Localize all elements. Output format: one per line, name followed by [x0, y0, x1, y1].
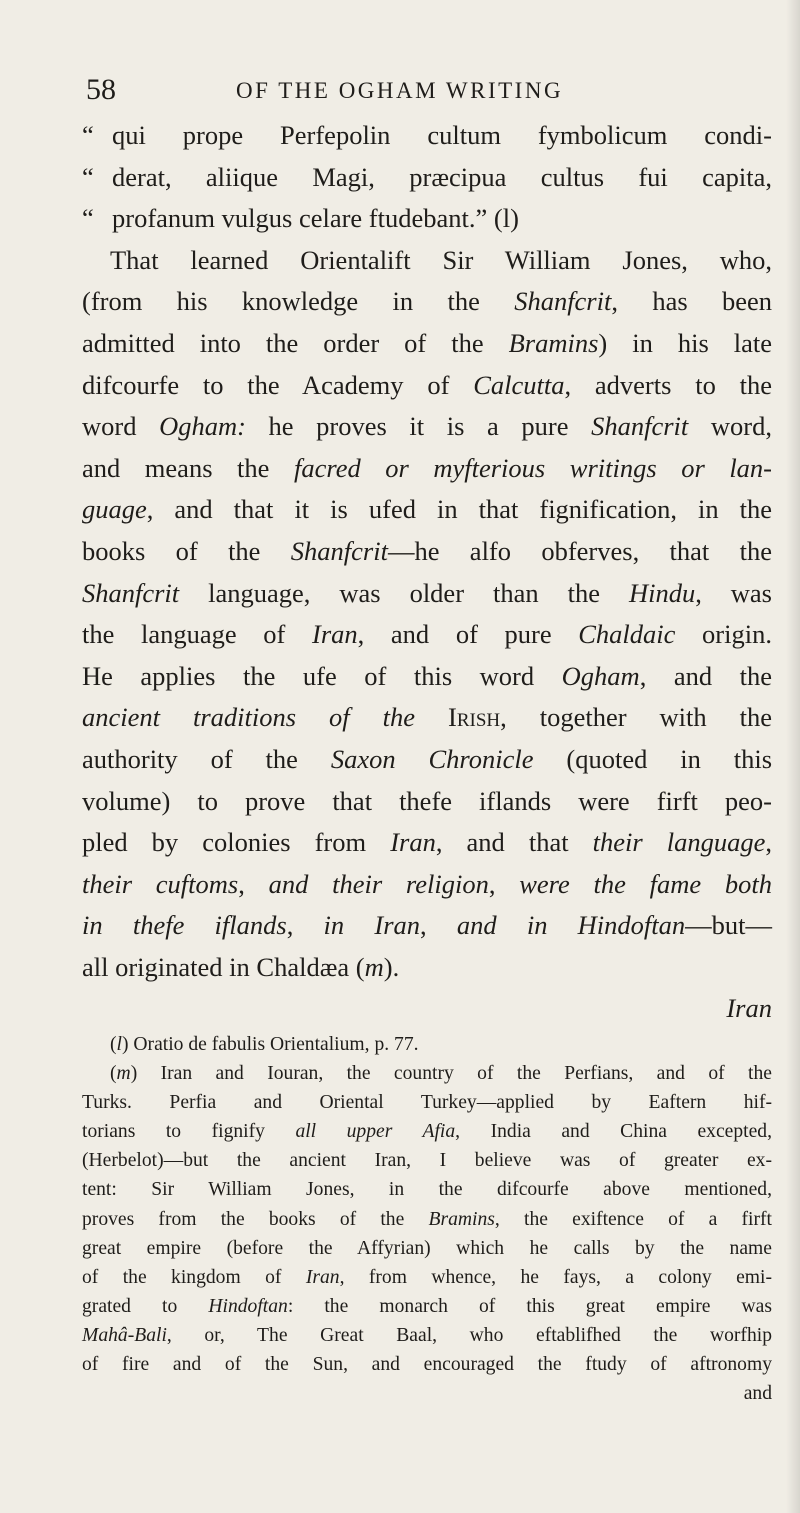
- italic-run: Saxon Chronicle: [330, 743, 534, 774]
- footnote-line: [82, 1321, 772, 1350]
- text-run: That learned Orientalift Sir William Jones, who,: [110, 244, 772, 275]
- quote-mark: “: [82, 203, 94, 234]
- quote-mark: “: [82, 161, 94, 192]
- running-head: OF THE OGHAM WRITING: [236, 78, 564, 103]
- text-run: ,: [488, 868, 520, 899]
- text-run: torians to fignify: [82, 1121, 296, 1143]
- italic-run: m: [364, 951, 384, 982]
- text-line: [82, 947, 772, 989]
- text-run: language, was older than the: [179, 577, 629, 608]
- text-run: , has been: [611, 286, 772, 317]
- text-run: origin.: [675, 619, 772, 650]
- text-line: [82, 739, 772, 781]
- text-line: [82, 406, 772, 448]
- text-line: [82, 697, 772, 739]
- text-run: (from his knowledge in the: [82, 286, 515, 317]
- text-run: pled by colonies from: [82, 827, 391, 858]
- text-run: (: [110, 1034, 117, 1055]
- text-run: ) Oratio de fabulis Orientalium, p. 77.: [121, 1034, 419, 1055]
- text-run: —he alfo obferves, that the: [387, 535, 772, 566]
- text-run: of fire and of the Sun, and encouraged the ftudy of aftronomy: [82, 1354, 772, 1376]
- quote-mark: “: [82, 120, 94, 150]
- footnote-line: [82, 1263, 772, 1292]
- text-line: [82, 489, 772, 531]
- italic-run: m: [116, 1063, 131, 1085]
- italic-run: Shanfcrit: [591, 411, 689, 442]
- italic-run: ancient traditions of the: [82, 702, 416, 733]
- italic-run: Ogham:: [159, 411, 246, 442]
- text-run: word,: [688, 411, 772, 442]
- text-line: [82, 905, 772, 947]
- text-run: difcourfe to the Academy of: [82, 369, 474, 400]
- italic-run: their language: [592, 827, 766, 858]
- text-run: , from whence, he fays, a colony emi-: [339, 1266, 773, 1288]
- text-run: of the kingdom of: [82, 1266, 306, 1288]
- text-run: all originated in Chaldæa (: [82, 951, 365, 982]
- text-line: [82, 323, 772, 365]
- text-run: —but—: [685, 910, 773, 941]
- text-run: books of the: [82, 535, 291, 566]
- italic-run: in thefe iflands: [82, 910, 287, 941]
- text-run: , or, The Great Baal, who eftablifhed the worfhip: [166, 1324, 772, 1346]
- text-run: (quoted in this: [533, 743, 773, 774]
- italic-run: Shanfcrit: [514, 286, 612, 317]
- italic-run: Bramins: [508, 327, 599, 358]
- text-run: (Herbelot)—but the ancient Iran, I believe was of greater ex-: [82, 1150, 772, 1172]
- footnote-line: [82, 1234, 772, 1263]
- footnote-catchword-line: [82, 1379, 772, 1408]
- text-run: ) in his late: [598, 327, 772, 358]
- italic-run: and in Hindoftan: [456, 910, 686, 941]
- footnote-line: [82, 1350, 772, 1379]
- footnote-line: [82, 1146, 772, 1175]
- footnote-catchword: and: [743, 1383, 772, 1405]
- italic-run: Calcutta: [473, 369, 565, 400]
- text-run: he proves it is a pure: [245, 411, 592, 442]
- footnote-line: [82, 1117, 772, 1146]
- text-run: ) Iran and Iouran, the country of the Perfians, and of the: [130, 1063, 772, 1085]
- text-line: [82, 573, 772, 615]
- text-run: proves from the books of the: [82, 1208, 429, 1230]
- text-run: volume) to prove that thefe iflands were firft peo-: [82, 785, 772, 816]
- italic-run: Shanfcrit: [82, 577, 180, 608]
- text-line: [82, 822, 772, 864]
- text-run: ,: [238, 868, 269, 899]
- text-run: , and of pure: [357, 619, 579, 650]
- text-run: , was: [695, 577, 772, 608]
- text-run: , together with the: [500, 702, 773, 733]
- quote-text: profanum vulgus celare ftudebant.” (l): [112, 203, 519, 234]
- footnote-line: [82, 1030, 772, 1059]
- text-run: ,: [286, 910, 324, 941]
- footnote-line: [82, 1205, 772, 1234]
- footnotes: [82, 1030, 772, 1408]
- italic-run: Mahâ-Bali: [82, 1324, 167, 1346]
- footnote-line: [82, 1088, 772, 1117]
- main-text: [82, 115, 772, 1030]
- text-run: [415, 702, 448, 732]
- text-run: tent: Sir William Jones, in the difcourfe above mentioned,: [82, 1179, 772, 1201]
- text-line: [82, 614, 772, 656]
- text-line: [82, 240, 772, 282]
- italic-run: Ogham: [561, 660, 640, 691]
- italic-run: Iran: [312, 619, 358, 650]
- italic-run: and their religion: [268, 868, 489, 899]
- quote-text: derat, aliique Magi, præcipua cultus fui capita,: [112, 161, 772, 192]
- page-header: [86, 70, 766, 110]
- text-line: [82, 781, 772, 823]
- text-run: (: [110, 1063, 117, 1085]
- text-run: ,: [765, 827, 772, 858]
- italic-run: Iran: [305, 1266, 340, 1288]
- text-line: [82, 281, 772, 323]
- catchword-line: [82, 988, 772, 1030]
- italic-run: Iran: [390, 827, 436, 858]
- text-run: , and that it is ufed in that fignification, in the: [146, 494, 772, 525]
- text-run: Turks. Perfia and Oriental Turkey—applied by Eaftern hif-: [82, 1092, 772, 1114]
- text-run: , adverts to the: [564, 369, 772, 400]
- text-run: grated to: [82, 1295, 209, 1317]
- small-caps-run: Irish: [448, 702, 501, 733]
- text-run: word: [82, 411, 160, 442]
- text-run: , and that: [435, 827, 593, 858]
- footnote-line: [82, 1175, 772, 1204]
- quote-line: [82, 157, 772, 199]
- text-run: , the exiftence of a firft: [494, 1208, 772, 1230]
- quote-line: [82, 115, 772, 157]
- text-run: : the monarch of this great empire was: [287, 1295, 772, 1317]
- text-run: the language of: [82, 619, 313, 650]
- text-run: ).: [383, 951, 400, 982]
- italic-run: Chaldaic: [578, 619, 676, 650]
- text-run: admitted into the order of the: [82, 327, 509, 358]
- text-line: [82, 448, 772, 490]
- page-edge-shadow: [786, 0, 800, 1513]
- text-run: authority of the: [82, 743, 331, 774]
- text-line: [82, 531, 772, 573]
- italic-run: Hindu: [628, 577, 696, 608]
- text-run: and means the: [82, 452, 294, 483]
- text-line: [82, 365, 772, 407]
- italic-run: Shanfcrit: [290, 535, 388, 566]
- italic-run: Hindoftan: [208, 1295, 288, 1317]
- quote-text: qui prope Perfepolin cultum fymbolicum condi-: [112, 120, 772, 150]
- text-run: ,: [420, 910, 457, 941]
- italic-run: facred or myfterious writings or lan-: [293, 452, 773, 483]
- footnote-line: [82, 1292, 772, 1321]
- quote-line: [82, 198, 772, 240]
- text-run: , India and China excepted,: [455, 1121, 772, 1143]
- italic-run: all upper Afia: [295, 1121, 456, 1143]
- italic-run: Bramins: [428, 1208, 495, 1230]
- italic-run: were the fame both: [519, 868, 773, 899]
- italic-run: l: [116, 1034, 122, 1055]
- text-line: [82, 656, 772, 698]
- text-line: [82, 864, 772, 906]
- page-number: 58: [86, 73, 116, 106]
- italic-run: guage: [82, 494, 147, 525]
- catchword: Iran: [726, 993, 772, 1024]
- footnote-line: [82, 1059, 772, 1088]
- text-run: He applies the ufe of this word: [82, 660, 562, 691]
- text-run: , and the: [639, 660, 772, 691]
- italic-run: their cuftoms: [82, 868, 239, 899]
- text-run: great empire (before the Affyrian) which he calls by the name: [82, 1237, 772, 1259]
- italic-run: in Iran: [323, 910, 421, 941]
